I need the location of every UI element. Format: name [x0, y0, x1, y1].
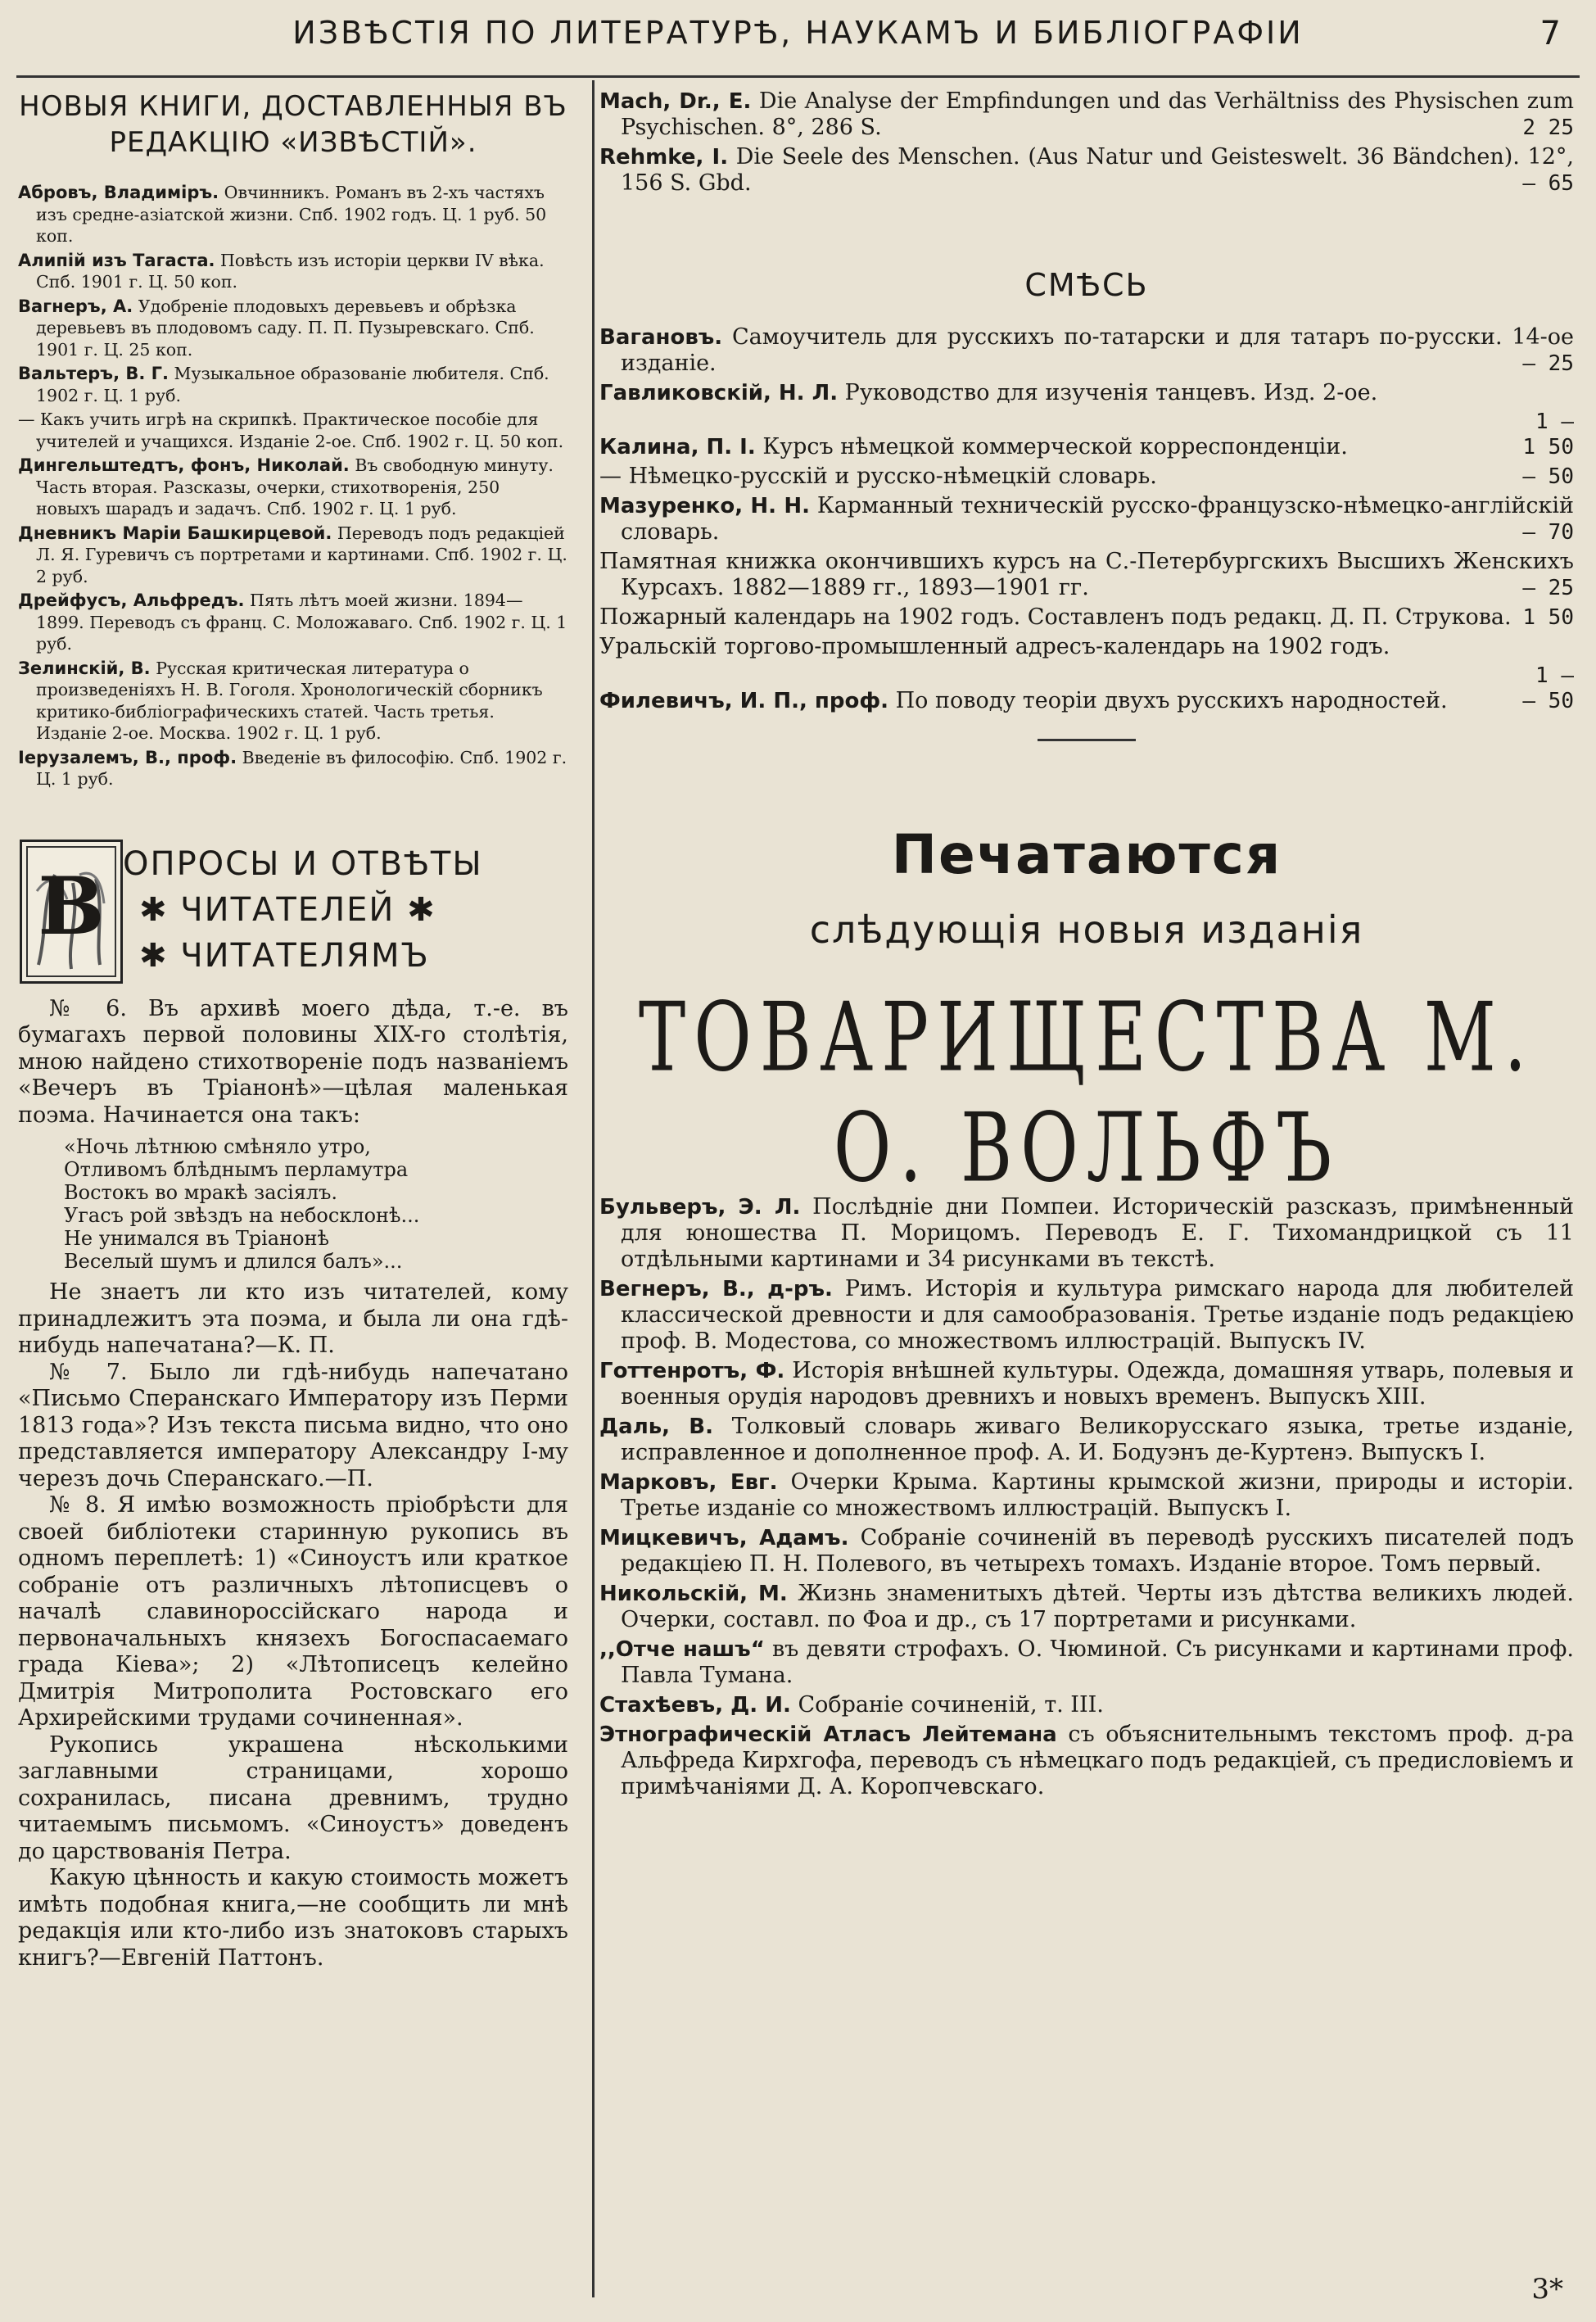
qa-title — [123, 841, 565, 979]
edition-entry — [599, 1276, 1574, 1355]
header-rule — [16, 75, 1580, 78]
qa-title-line: ОПРОСЫ И ОТВѢТЫ — [123, 844, 483, 883]
poem-line: Угасъ рой звѣздъ на небосклонѣ... — [64, 1204, 420, 1227]
book-text: Овчинникъ. Романъ въ 2-хъ частяхъ изъ средне-азіатской жизни. Спб. 1902 годъ. Ц. 1 руб. 50 коп. — [36, 183, 547, 246]
entry-text: Толковый словарь живаго Великорусскаго языка, третье изданіе, исправленное и дополненное проф. А. И. Бодуэнъ де-Куртенэ. Выпускъ I. — [621, 1414, 1574, 1465]
qa-title-line: ✱ ЧИТАТЕЛЯМЪ — [139, 936, 430, 975]
book-entry — [18, 590, 568, 655]
entry-author: Rehmke, I. — [599, 145, 729, 170]
entry-text: Die Analyse der Empfindungen und das Verhältniss des Physischen zum Psychischen. 8°, 286 S. — [621, 88, 1574, 140]
poem-line: Отливомъ блѣднымъ перламутра — [64, 1158, 409, 1181]
poem-excerpt — [64, 1135, 568, 1273]
entry-text: По поводу теоріи двухъ русскихъ народностей. — [895, 688, 1448, 713]
question-8-paragraph-3: Какую цѣнность и какую стоимость можетъ имѣть подобная книга,—не сообщить ли мнѣ редакція или кто-либо изъ знатоковъ старыхъ книгъ?—Евгеній Паттонъ. — [18, 1865, 568, 1971]
foreign-books-list — [599, 88, 1574, 197]
miscellany-entry — [599, 464, 1574, 490]
entry-price: 1 50 — [1522, 435, 1574, 459]
edition-entry — [599, 1358, 1574, 1410]
book-text: Русская критическая литература о произведеніяхъ Н. В. Гоголя. Хронологическій сборникъ критико-библіографическихъ статей. Часть третья. Изданіе 2-ое. Москва. 1902 г. Ц. 1 руб. — [36, 658, 543, 743]
edition-entry — [599, 1469, 1574, 1522]
entry-price: 1 — — [1535, 663, 1574, 688]
book-entry — [18, 747, 568, 790]
question-8: № 8. Я имѣю возможность пріобрѣсти для своей библіотеки старинную рукопись въ одномъ переплетѣ: 1) «Синоустъ или краткое собраніе отъ различныхъ лѣтописцевъ о началѣ славинороссійскаго народа и первоначальныхъ князехъ Богоспасаемаго града Кіева»; 2) «Лѣтописецъ келейно Дмитрія Митрополита Ростовскаго его Архирейскими трудами сочиненная». — [18, 1492, 568, 1731]
book-text: Удобреніе плодовыхъ деревьевъ и обрѣзка деревьевъ въ плодовомъ саду. П. П. Пузыревскаго. Спб. 1901 г. Ц. 25 коп. — [36, 296, 535, 360]
section-divider — [1038, 739, 1136, 741]
book-author: Зелинскій, В. — [18, 658, 151, 678]
book-entry — [18, 523, 568, 588]
entry-text: Die Seele des Menschen. (Aus Natur und Geisteswelt. 36 Bändchen). 12°, 156 S. Gbd. — [621, 144, 1574, 196]
edition-entry — [599, 1414, 1574, 1466]
announcement-title: Печатаются — [891, 823, 1282, 886]
miscellany-entry — [599, 549, 1574, 601]
entry-author: Калина, П. І. — [599, 435, 756, 459]
entry-author: Даль, В. — [599, 1414, 713, 1439]
book-author: Дневникъ Маріи Башкирцевой. — [18, 523, 332, 543]
book-entry — [18, 409, 568, 452]
entry-text: — Нѣмецко-русскій и русско-нѣмецкій словарь. — [599, 464, 1157, 489]
entry-author: Вагановъ. — [599, 325, 723, 350]
miscellany-entry — [599, 380, 1574, 406]
ornamental-drop-cap-icon — [20, 840, 123, 984]
page-number: 7 — [1539, 15, 1563, 52]
book-entry — [18, 182, 568, 247]
miscellany-title: СМѢСЬ — [1024, 267, 1149, 303]
entry-price: 1 — — [1535, 410, 1574, 434]
entry-text: Собраніе сочиненій, т. III. — [798, 1692, 1104, 1718]
edition-entry — [599, 1692, 1574, 1718]
entry-text: въ девяти строфахъ. О. Чюминой. Съ рисунками и картинами проф. Павла Тумана. — [621, 1636, 1574, 1688]
book-text: Повѣсть изъ исторіи церкви IV вѣка. Спб. 1901 г. Ц. 50 коп. — [36, 250, 545, 292]
new-books-list — [18, 182, 568, 790]
question-6: № 6. Въ архивѣ моего дѣда, т.-е. въ бумагахъ первой половины XIX-го столѣтія, мною найдено стихотвореніе подъ названіемъ «Вечеръ въ Тріанонѣ»—цѣлая маленькая поэма. Начинается она такъ: — [18, 995, 568, 1128]
entry-author: Стахѣевъ, Д. И. — [599, 1693, 791, 1718]
miscellany-entry — [599, 434, 1574, 460]
left-column — [18, 88, 568, 2300]
edition-entry — [599, 1525, 1574, 1577]
book-entry — [18, 658, 568, 745]
miscellany-entry — [599, 493, 1574, 545]
book-author: Дингельштедтъ, фонъ, Николай. — [18, 455, 350, 475]
entry-author: Никольскій, М. — [599, 1582, 788, 1606]
miscellany-list — [599, 324, 1574, 714]
book-entry — [18, 296, 568, 361]
entry-author: Гавликовскій, Н. Л. — [599, 381, 839, 405]
entry-author: ,,Отче нашъ“ — [599, 1637, 765, 1662]
qa-section-header — [18, 836, 568, 996]
foreign-book-entry — [599, 144, 1574, 197]
announcement-subtitle: слѣдующія новыя изданія — [809, 908, 1364, 952]
publisher-name: ТОВАРИЩЕСТВА М. О. ВОЛЬФЪ — [638, 983, 1535, 1204]
foreign-book-entry — [599, 88, 1574, 141]
column-divider — [592, 80, 595, 2297]
miscellany-entry — [599, 324, 1574, 377]
running-title: ИЗВѢСТІЯ ПО ЛИТЕРАТУРѢ, НАУКАМЪ И БИБЛІОГРАФІИ — [292, 15, 1304, 51]
entry-text: Жизнь знаменитыхъ дѣтей. Черты изъ дѣтства великихъ людей. Очерки, составл. по Фоа и др., съ 17 портретами и рисунками. — [621, 1581, 1574, 1632]
entry-text: съ объяснительнымъ текстомъ проф. д-ра Альфреда Кирхгофа, переводъ съ нѣмецкаго подъ редакціей, съ предисловіемъ и примѣчаніями Д. А. Коропчевскаго. — [621, 1722, 1574, 1799]
right-column — [599, 88, 1574, 2300]
entry-author: Марковъ, Евг. — [599, 1470, 778, 1495]
entry-author: Mach, Dr., E. — [599, 89, 752, 114]
book-text: Пять лѣтъ моей жизни. 1894—1899. Переводъ съ франц. С. Моложаваго. Спб. 1902 г. Ц. 1 руб. — [36, 591, 567, 654]
entry-author: Этнографическій Атласъ Лейтемана — [599, 1722, 1057, 1747]
book-text: Въ свободную минуту. Часть вторая. Разсказы, очерки, стихотворенія, 250 новыхъ шарадъ и задачъ. Спб. 1902 г. Ц. 1 руб. — [36, 455, 554, 518]
book-author: Іерузалемъ, В., проф. — [18, 747, 237, 767]
entry-text: Пожарный календарь на 1902 годъ. Составленъ подъ редакц. Д. П. Струкова. — [599, 604, 1512, 630]
entry-text: Карманный техническій русско-французско-нѣмецко-англійскій словарь. — [621, 493, 1574, 545]
book-author: Вальтеръ, В. Г. — [18, 364, 170, 383]
entry-price: — 50 — [1522, 689, 1574, 713]
entry-text: Памятная книжка окончившихъ курсъ на С.-Петербургскихъ Высшихъ Женскихъ Курсахъ. 1882—1889 гг., 1893—1901 гг. — [599, 549, 1574, 600]
miscellany-entry — [599, 688, 1574, 714]
entry-author: Мицкевичъ, Адамъ. — [599, 1526, 849, 1550]
entry-text: Послѣдніе дни Помпеи. Историческій разсказъ, примѣненный для юношества П. Морицомъ. Переводъ Е. Г. Тихомандрицкой съ 11 отдѣльными картинами и 34 рисунками въ текстѣ. — [621, 1194, 1574, 1272]
entry-text: Собраніе сочиненій въ переводѣ русскихъ писателей подъ редакціею П. Н. Полевого, въ четырехъ томахъ. Изданіе второе. Томъ первый. — [621, 1525, 1574, 1577]
printer-signature-mark: 3* — [1531, 2273, 1563, 2306]
poem-line: Веселый шумъ и длился балъ»... — [64, 1250, 403, 1273]
entry-text: Очерки Крыма. Картины крымской жизни, природы и исторіи. Третье изданіе со множествомъ иллюстрацій. Выпускъ I. — [621, 1469, 1574, 1521]
question-7: № 7. Было ли гдѣ-нибудь напечатано «Письмо Сперанскаго Императору изъ Перми 1813 года»? Изъ текста письма видно, что оно представляется императору Александру I-му черезъ дочь Сперанскаго.—П. — [18, 1359, 568, 1491]
book-author: Абровъ, Владиміръ. — [18, 183, 219, 202]
entry-price: — 65 — [1522, 171, 1574, 196]
book-text: Введеніе въ философію. Спб. 1902 г. Ц. 1 руб. — [36, 747, 567, 789]
book-entry — [18, 363, 568, 406]
entry-price: 2 25 — [1522, 115, 1574, 140]
poem-line: Не унимался въ Тріанонѣ — [64, 1227, 329, 1250]
entry-text: Римъ. Исторія и культура римскаго народа для любителей классической древности и для самообразованія. Третье изданіе подъ редакціею проф. В. Модестова, со множествомъ иллюстрацій. Выпускъ IV. — [621, 1276, 1574, 1354]
book-author: Алипій изъ Тагаста. — [18, 250, 215, 270]
book-text: — Какъ учить игрѣ на скрипкѣ. Практическое пособіе для учителей и учащихся. Изданіе 2-ое. Спб. 1902 г. Ц. 50 коп. — [18, 410, 564, 451]
question-6-end: Не знаетъ ли кто изъ читателей, кому принадлежитъ эта поэма, и была ли она гдѣ-нибудь напечатана?—К. П. — [18, 1279, 568, 1358]
book-entry — [18, 250, 568, 293]
entry-author: Готтенротъ, Ф. — [599, 1359, 785, 1383]
edition-entry — [599, 1194, 1574, 1273]
book-text: Переводъ подъ редакціей Л. Я. Гуревичъ съ портретами и картинами. Спб. 1902 г. Ц. 2 руб. — [36, 523, 567, 586]
book-text: Музыкальное образованіе любителя. Спб. 1902 г. Ц. 1 руб. — [36, 364, 549, 405]
running-head — [0, 15, 1596, 64]
poem-line: «Ночь лѣтнюю смѣняло утро, — [64, 1135, 371, 1158]
book-author: Дрейфусъ, Альфредъ. — [18, 591, 245, 610]
svg-text:В: В — [38, 859, 105, 953]
entry-price: — 50 — [1522, 464, 1574, 489]
entry-text: Руководство для изученія танцевъ. Изд. 2-ое. — [844, 380, 1378, 405]
entry-author: Бульверъ, Э. Л. — [599, 1195, 801, 1220]
entry-author: Вегнеръ, В., д-ръ. — [599, 1277, 833, 1301]
entry-text: Курсъ нѣмецкой коммерческой корреспонденціи. — [762, 434, 1348, 459]
book-author: Вагнеръ, А. — [18, 296, 133, 316]
entry-author: Мазуренко, Н. Н. — [599, 494, 810, 518]
entry-author: Филевичъ, И. П., проф. — [599, 689, 889, 713]
book-entry — [18, 455, 568, 520]
question-8-paragraph-2: Рукопись украшена нѣсколькими заглавными страницами, хорошо сохранилась, писана древнимъ, трудно читаемымъ письмомъ. «Синоустъ» доведенъ до царствованія Петра. — [18, 1731, 568, 1864]
poem-line: Востокъ во мракѣ засіялъ. — [64, 1181, 337, 1204]
miscellany-entry — [599, 634, 1574, 660]
entry-text: Исторія внѣшней культуры. Одежда, домашняя утварь, полевыя и военныя орудія народовъ древнихъ и новыхъ временъ. Выпускъ XIII. — [621, 1358, 1574, 1410]
entry-price: — 70 — [1522, 520, 1574, 545]
edition-entry — [599, 1636, 1574, 1689]
entry-price: 1 50 — [1522, 605, 1574, 630]
entry-price: — 25 — [1522, 576, 1574, 600]
editions-list — [599, 1194, 1574, 1800]
new-books-title: НОВЫЯ КНИГИ, ДОСТАВЛЕННЫЯ ВЪ РЕДАКЦІЮ «ИЗВѢСТІЙ». — [19, 90, 567, 159]
miscellany-entry — [599, 604, 1574, 631]
entry-text: Уральскій торгово-промышленный адресъ-календарь на 1902 годъ. — [599, 634, 1390, 659]
edition-entry — [599, 1581, 1574, 1633]
entry-text: Самоучитель для русскихъ по-татарски и для татаръ по-русски. 14-ое изданіе. — [621, 324, 1574, 376]
qa-title-line: ✱ ЧИТАТЕЛЕЙ ✱ — [139, 890, 436, 929]
edition-entry — [599, 1722, 1574, 1800]
entry-price: — 25 — [1522, 351, 1574, 376]
